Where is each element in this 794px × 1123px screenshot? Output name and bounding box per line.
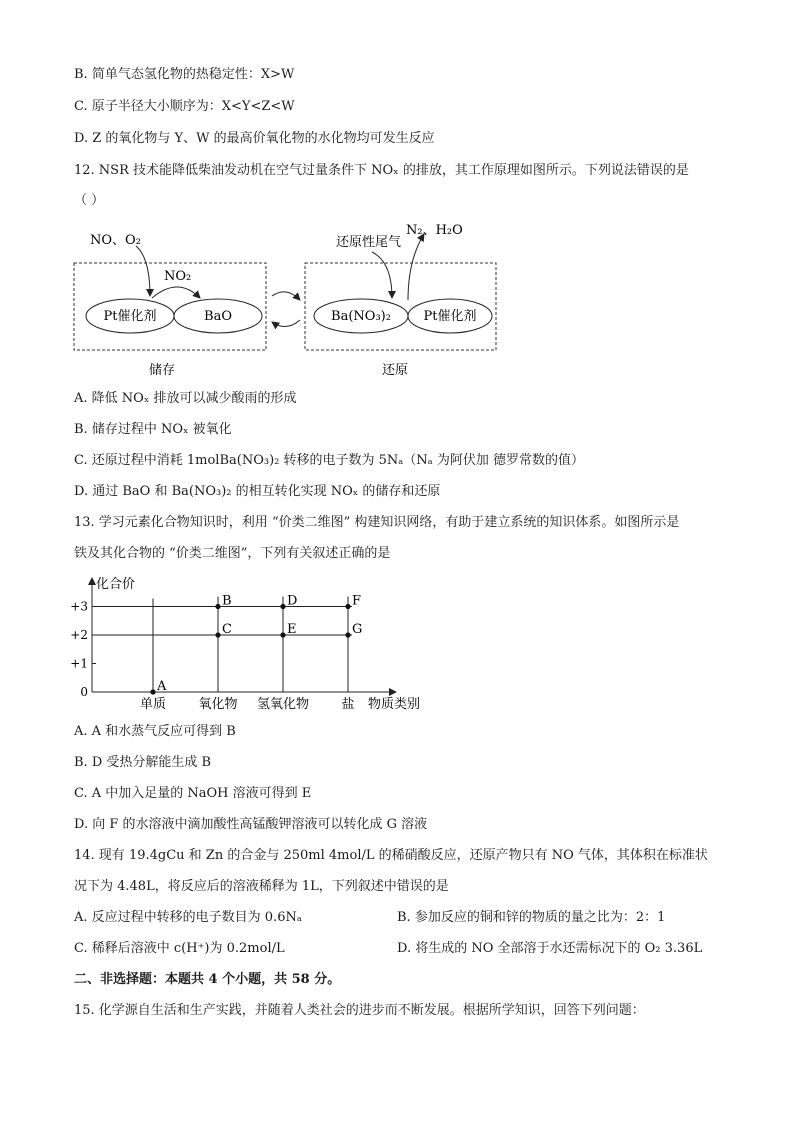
- label-bao: BaO: [204, 309, 232, 324]
- arrow-exchange-left: [272, 320, 300, 327]
- q12-stem-line2: （ ）: [74, 193, 105, 208]
- label-storage: 储存: [148, 363, 176, 378]
- q11-option-b: B. 简单气态氢化物的热稳定性：X>W: [74, 67, 295, 82]
- q14-stem-line1: 14. 现有 19.4gCu 和 Zn 的合金与 250ml 4mol/L 的稀硝酸反应，还原产物只有 NO 气体，其体积在标准状: [74, 848, 708, 863]
- label-pt-left: Pt催化剂: [103, 309, 157, 324]
- point-label-A: A: [157, 679, 167, 694]
- q14-option-c: C. 稀释后溶液中 c(H⁺)为 0.2mol/L: [74, 941, 285, 956]
- point-label-C: C: [222, 622, 232, 637]
- point-label-F: F: [352, 593, 362, 609]
- data-point-A: [150, 689, 155, 694]
- arrow-no-o2-in: [136, 246, 150, 296]
- data-point-B: [215, 604, 220, 609]
- q14-option-a: A. 反应过程中转移的电子数目为 0.6Nₐ: [74, 910, 302, 925]
- q14-option-d: D. 将生成的 NO 全部溶于水还需标况下的 O₂ 3.36L: [397, 941, 703, 956]
- q14-stem-line2: 况下为 4.48L，将反应后的溶液稀释为 1L，下列叙述中错误的是: [74, 879, 449, 894]
- label-pt-right: Pt催化剂: [423, 309, 477, 324]
- q11-option-d: D. Z 的氧化物与 Y、W 的最高价氧化物的水化物均可发生反应: [74, 131, 435, 146]
- data-point-G: [345, 632, 350, 637]
- q13-option-b: B. D 受热分解能生成 B: [74, 755, 212, 770]
- q12-stem-line1: 12. NSR 技术能降低柴油发动机在空气过量条件下 NOₓ 的排放，其工作原理如图所示。下列说法错误的是: [74, 163, 689, 178]
- label-reductant: 还原性尾气: [336, 235, 402, 250]
- q11-option-c: C. 原子半径大小顺序为：X<Y<Z<W: [74, 99, 295, 114]
- q12-option-c: C. 还原过程中消耗 1molBa(NO₃)₂ 转移的电子数为 5Nₐ（Nₐ 为阿伏加 德罗常数的值）: [74, 453, 584, 468]
- q13-option-c: C. A 中加入足量的 NaOH 溶液可得到 E: [74, 786, 312, 801]
- valence-class-chart: [60, 570, 440, 720]
- y-axis-title: 化合价: [96, 577, 136, 592]
- q12-option-b: B. 储存过程中 NOₓ 被氧化: [74, 422, 232, 437]
- point-label-E: E: [287, 622, 297, 637]
- q15-stem: 15. 化学源自生活和生产实践，并随着人类社会的进步而不断发展。根据所学知识，回答下列问题：: [74, 1003, 645, 1018]
- arrow-no2: [152, 287, 200, 298]
- arrow-reductant-in: [372, 252, 392, 298]
- x-category-label: 氢氧化物: [256, 697, 310, 712]
- label-no-o2: NO、O₂: [90, 233, 141, 248]
- data-point-F: [345, 604, 350, 609]
- x-axis-title: 物质类别: [368, 697, 421, 712]
- x-category-label: 单质: [139, 697, 167, 712]
- point-label-D: D: [287, 593, 298, 609]
- y-tick-label: 0: [80, 685, 88, 699]
- point-label-B: B: [222, 593, 232, 609]
- label-no2: NO₂: [164, 269, 192, 284]
- q14-option-b: B. 参加反应的铜和锌的物质的量之比为：2：1: [397, 910, 666, 925]
- section-heading: 二、非选择题：本题共 4 个小题，共 58 分。: [74, 972, 341, 987]
- y-tick-label: +2: [70, 628, 88, 642]
- data-point-E: [280, 632, 285, 637]
- nsr-diagram: [60, 215, 510, 385]
- q13-stem-line1: 13. 学习元素化合物知识时，利用 “价类二维图” 构建知识网络，有助于建立系统的知识体系。如图所示是: [74, 515, 680, 530]
- data-point-D: [280, 604, 285, 609]
- q13-option-d: D. 向 F 的水溶液中滴加酸性高锰酸钾溶液可以转化成 G 溶液: [74, 817, 428, 832]
- y-tick-label: +1: [70, 656, 88, 671]
- label-reduction: 还原: [381, 363, 409, 378]
- label-n2-h2o: N₂、H₂O: [406, 223, 463, 238]
- x-category-label: 盐: [341, 697, 355, 712]
- q12-option-a: A. 降低 NOₓ 排放可以减少酸雨的形成: [74, 391, 297, 406]
- q13-option-a: A. A 和水蒸气反应可得到 B: [74, 724, 236, 739]
- point-label-G: G: [352, 622, 363, 637]
- arrow-exchange-right: [272, 292, 300, 300]
- label-ba-no3: Ba(NO₃)₂: [331, 309, 391, 324]
- arrow-products-out: [408, 234, 424, 300]
- q13-stem-line2: 铁及其化合物的 “价类二维图”，下列有关叙述正确的是: [74, 546, 391, 561]
- data-point-C: [215, 632, 220, 637]
- q12-option-d: D. 通过 BaO 和 Ba(NO₃)₂ 的相互转化实现 NOₓ 的储存和还原: [74, 484, 441, 499]
- y-tick-label: +3: [70, 599, 88, 614]
- x-category-label: 氧化物: [198, 697, 238, 712]
